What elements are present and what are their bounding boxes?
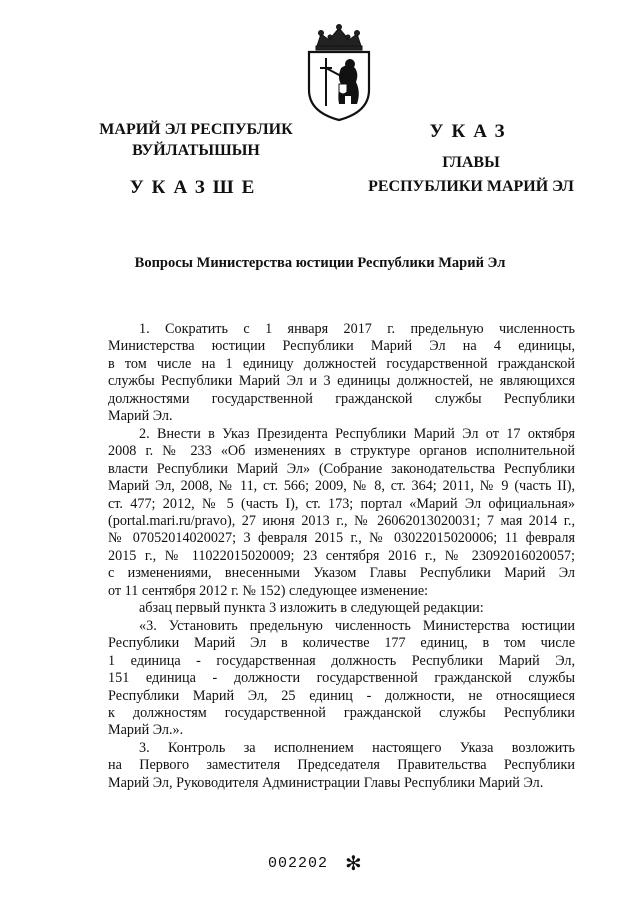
paragraph-2-line-10: от 11 сентября 2012 г. № 152) следующее изменение: [108, 582, 429, 599]
paragraph-2-line-5: ст. 477; 2012, № 5 (часть I), ст. 173; портал «Марий Эл официальная» [108, 495, 575, 512]
header-right-line3: РЕСПУБЛИКИ МАРИЙ ЭЛ [368, 178, 574, 195]
paragraph-1-line-3: в том числе на 1 единицу должностей государственной гражданской [108, 355, 575, 372]
header-right [362, 117, 580, 197]
header-right-line2: ГЛАВЫ [442, 154, 500, 171]
paragraph-2-line-9: с изменениями, внесенными Указом Главы Республики Марий Эл [108, 565, 575, 582]
paragraph-1-line-2: Министерства юстиции Республики Марий Эл на 4 единицы, [108, 338, 575, 355]
document-number: 002202 [268, 855, 329, 872]
document-body [108, 321, 575, 792]
paragraph-4-line-4: 151 единица - должности государственной гражданской службы [108, 670, 575, 687]
paragraph-4-line-3: 1 единица - государственная должность Республики Марий Эл, [108, 652, 575, 669]
paragraph-5-line-1: 3. Контроль за исполнением настоящего Указа возложить [139, 739, 575, 756]
paragraph-2-line-7: № 07052014020027; 3 февраля 2015 г., № 03022015020006; 11 февраля [108, 530, 575, 547]
document-title: Вопросы Министерства юстиции Республики Марий Эл [134, 255, 506, 271]
header-left [92, 119, 300, 203]
paragraph-4-line-6: к должностям государственной гражданской службы Республики [108, 704, 575, 721]
paragraph-4-line-5: Республики Марий Эл, 25 единиц - должности, не относящиеся [108, 687, 575, 704]
paragraph-5-line-2: на Первого заместителя Председателя Правительства Республики [108, 757, 575, 774]
paragraph-2-line-6: (portal.mari.ru/pravo), 27 июня 2013 г., № 26062013020031; 7 мая 2014 г., [108, 512, 575, 529]
paragraph-4-line-7: Марий Эл.». [108, 722, 184, 739]
asterisk-mark: ✻ [345, 853, 362, 875]
header-left-line3: УКАЗШЕ [129, 177, 263, 198]
paragraph-3-line-1: абзац первый пункта 3 изложить в следующей редакции: [139, 600, 484, 617]
header-left-line1: МАРИЙ ЭЛ РЕСПУБЛИК [99, 121, 293, 138]
paragraph-1-line-5: должностями государственной гражданской службы Республики [108, 390, 575, 407]
coat-of-arms-icon [301, 22, 377, 122]
paragraph-1-line-4: службы Республики Марий Эл и 3 единицы должностей, не являющихся [108, 373, 575, 390]
paragraph-2-line-3: власти Республики Марий Эл» (Собрание законодательства Республики [108, 460, 575, 477]
paragraph-1-line-1: 1. Сократить с 1 января 2017 г. предельную численность [139, 321, 575, 337]
paragraph-5-line-3: Марий Эл, Руководителя Администрации Главы Республики Марий Эл. [108, 774, 544, 791]
paragraph-2-line-1: 2. Внести в Указ Президента Республики Марий Эл от 17 октября [139, 425, 575, 442]
paragraph-2-line-2: 2008 г. № 233 «Об изменениях в структуре органов исполнительной [108, 443, 575, 460]
header-right-line1: УКАЗ [429, 121, 513, 142]
header-left-line2: ВУЙЛАТЫШЫН [132, 142, 260, 159]
paragraph-4-line-1: «3. Установить предельную численность Министерства юстиции [139, 617, 575, 634]
paragraph-2-line-4: Марий Эл, 2008, № 11, ст. 566; 2009, № 8, ст. 364; 2011, № 9 (часть II), [108, 478, 575, 495]
paragraph-2-line-8: 2015 г., № 11022015020009; 23 сентября 2016 г., № 23092016020057; [108, 547, 575, 564]
paragraph-1-line-6: Марий Эл. [108, 408, 173, 425]
paragraph-4-line-2: Республики Марий Эл в количестве 177 единиц, в том числе [108, 635, 575, 652]
